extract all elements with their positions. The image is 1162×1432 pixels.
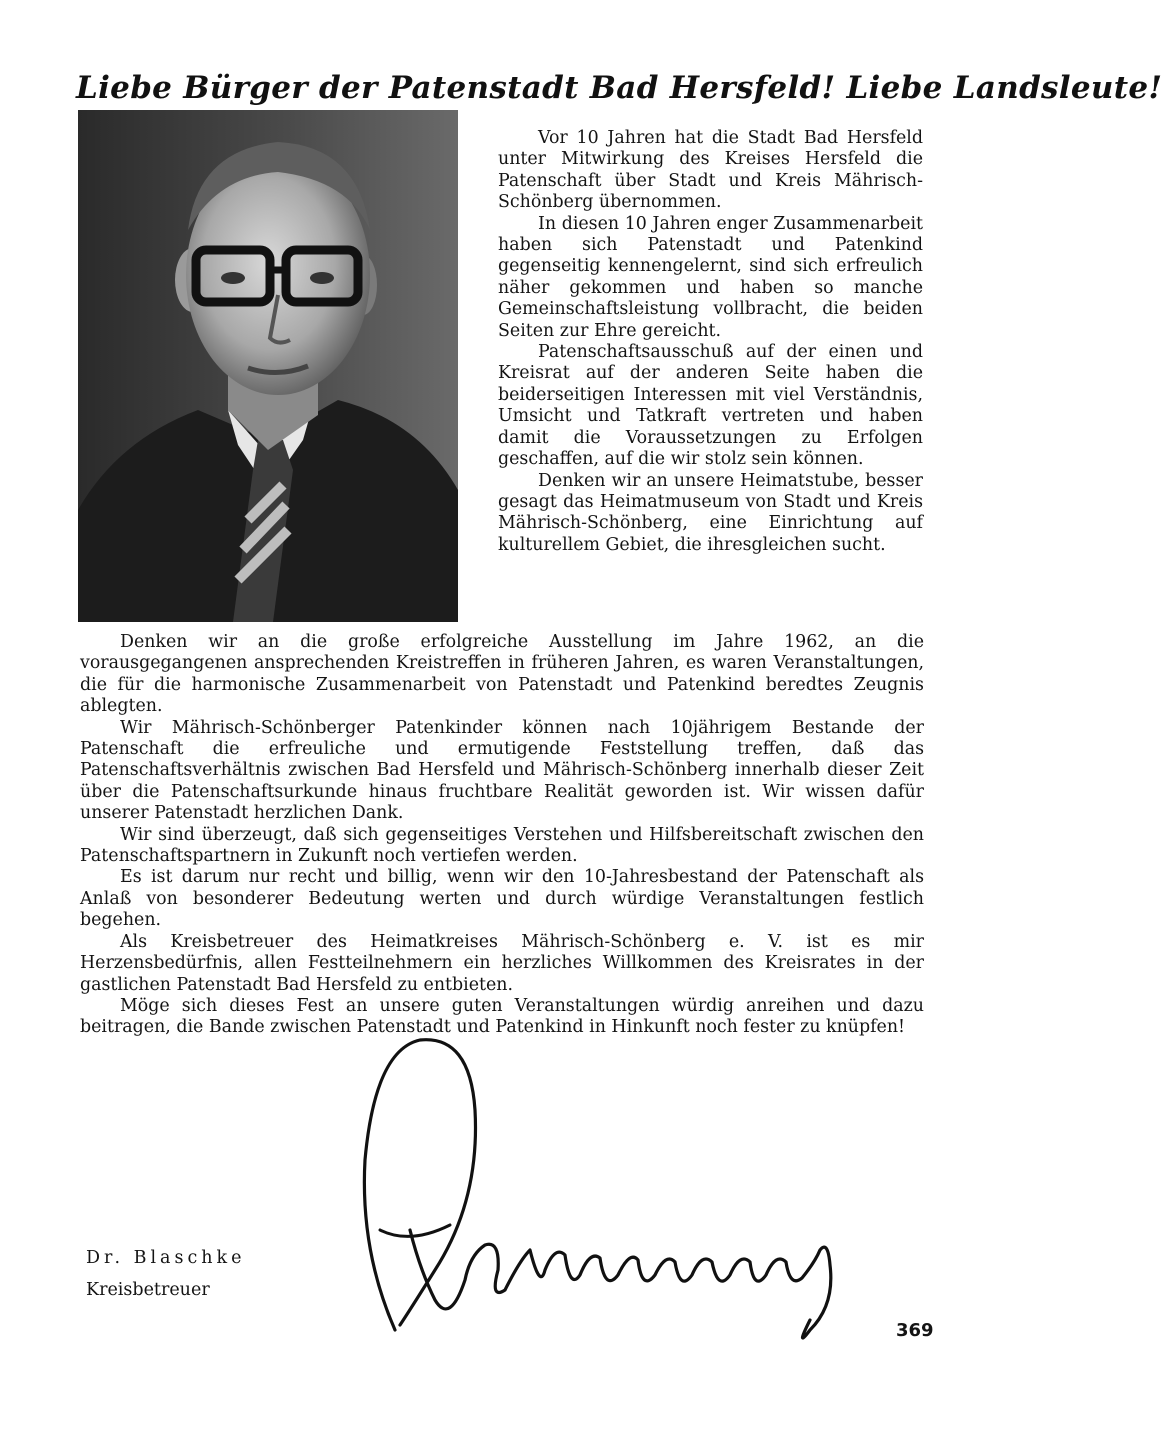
full-width-text-block [80,632,924,1039]
column-text-block [498,128,923,556]
handwritten-signature [340,1030,870,1360]
full-paragraph-3: Wir sind überzeugt, daß sich gegenseitiges Verstehen und Hilfsbereitschaft zwischen den Patenschaftspartnern in Zukunft noch vertiefen werden. [80,824,924,867]
page-headline: Liebe Bürger der Patenstadt Bad Hersfeld! Liebe Landsleute! [76,70,1162,106]
signer-title: Kreisbetreuer [86,1280,210,1300]
column-paragraph-4: Denken wir an unsere Heimatstube, besser gesagt das Heimatmuseum von Stadt und Kreis Mährisch-Schönberg, eine Einrichtung auf kulturellem Gebiet, die ihresgleichen sucht. [498,470,923,555]
portrait-illustration [78,110,458,622]
full-paragraph-2: Wir Mährisch-Schönberger Patenkinder können nach 10jährigem Bestande der Patenschaft die erfreuliche und ermutigende Feststellung treffen, daß das Patenschaftsverhältnis zwischen Bad Hersfeld und Mährisch-Schönberg innerhalb dieser Zeit über die Patenschaftsurkunde hinaus fruchtbare Realität geworden ist. Wir wissen dafür unserer Patenstadt herzlichen Dank. [80,717,924,824]
full-paragraph-1: Denken wir an die große erfolgreiche Ausstellung im Jahre 1962, an die vorausgegangenen ansprechenden Kreistreffen in früheren Jahren, es waren Veranstaltungen, die für die harmonische Zusammenarbeit von Patenstadt und Patenkind beredtes Zeugnis ablegten. [80,632,924,717]
column-paragraph-1: Vor 10 Jahren hat die Stadt Bad Hersfeld unter Mitwirkung des Kreises Hersfeld die Patenschaft über Stadt und Kreis Mährisch-Schönberg übernommen. [498,128,923,213]
full-paragraph-4: Es ist darum nur recht und billig, wenn wir den 10-Jahresbestand der Patenschaft als Anlaß von besonderer Bedeutung werten und durch würdige Veranstaltungen festlich begehen. [80,867,924,931]
column-paragraph-3: Patenschaftsausschuß auf der einen und Kreisrat auf der anderen Seite haben die beiderseitigen Interessen mit viel Verständnis, Umsicht und Tatkraft vertreten und haben damit die Voraussetzungen zu Erfolgen geschaffen, auf die wir stolz sein können. [498,342,923,470]
full-paragraph-5: Als Kreisbetreuer des Heimatkreises Mährisch-Schönberg e. V. ist es mir Herzensbedürfnis, allen Festteilnehmern ein herzliches Willkommen des Kreisrates in der gastlichen Patenstadt Bad Hersfeld zu entbieten. [80,931,924,995]
page-number: 369 [896,1320,934,1341]
signer-name: Dr. Blaschke [86,1248,246,1268]
full-paragraph-6: Möge sich dieses Fest an unsere guten Veranstaltungen würdig anreihen und dazu beitragen, die Bande zwischen Patenstadt und Patenkind in Hinkunft noch fester zu knüpfen! [80,995,924,1038]
portrait-photo [78,110,458,622]
column-paragraph-2: In diesen 10 Jahren enger Zusammenarbeit haben sich Patenstadt und Patenkind gegenseitig kennengelernt, sind sich erfreulich näher gekommen und haben so manche Gemeinschaftsleistung vollbracht, die beiden Seiten zur Ehre gereicht. [498,213,923,341]
